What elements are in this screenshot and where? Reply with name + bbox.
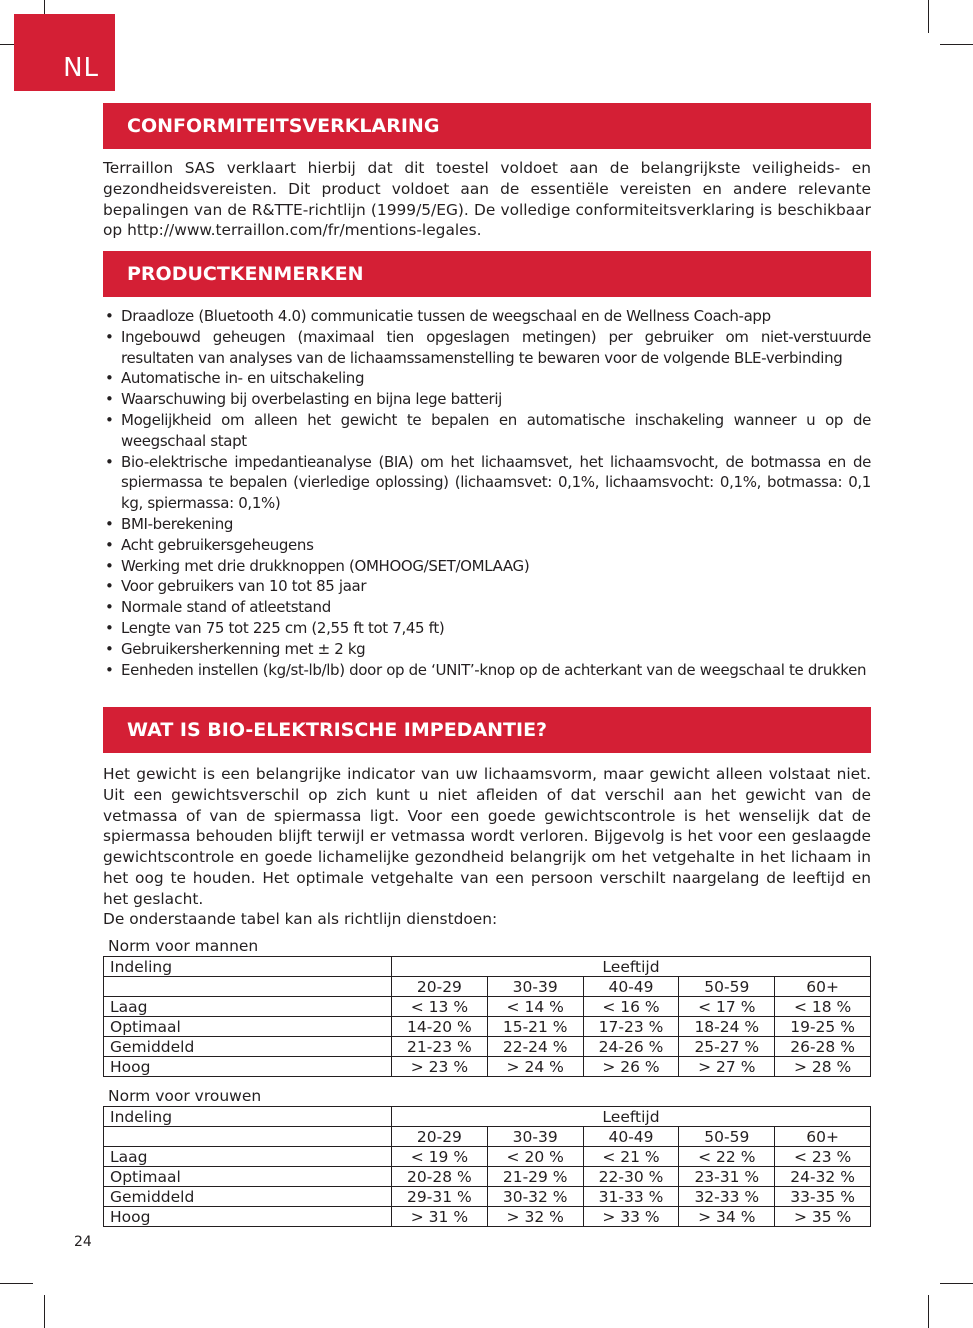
table-cell: 22-30 % xyxy=(583,1167,679,1187)
table-row xyxy=(104,1017,871,1037)
table-header-age: 30-39 xyxy=(487,977,583,997)
list-item: • Ingebouwd geheugen (maximaal tien opgeslagen metingen) per gebruiker om niet-verstuurde resultaten van analyses van de lichaamssamenstelling te bewaren voor de volgende BLE-verbinding xyxy=(103,327,871,369)
row-label: Gemiddeld xyxy=(104,1187,392,1207)
table-cell: 32-33 % xyxy=(679,1187,775,1207)
table-cell: 17-23 % xyxy=(583,1017,679,1037)
norm-table-men xyxy=(103,956,871,1077)
list-item: • Acht gebruikersgeheugens xyxy=(103,535,871,556)
table-header-age: 40-49 xyxy=(583,1127,679,1147)
section-heading-declaration xyxy=(103,103,871,149)
table-cell: < 17 % xyxy=(679,997,775,1017)
table-cell: > 23 % xyxy=(392,1057,488,1077)
crop-mark xyxy=(928,0,929,33)
bia-text-2: De onderstaande tabel kan als richtlijn dienstdoen: xyxy=(103,910,498,928)
table-header-age: 50-59 xyxy=(679,977,775,997)
row-label: Hoog xyxy=(104,1057,392,1077)
list-item: • Normale stand of atleetstand xyxy=(103,597,871,618)
language-label: NL xyxy=(63,53,99,83)
table-row xyxy=(104,1187,871,1207)
table-cell: > 24 % xyxy=(487,1057,583,1077)
table-header-leeftijd: Leeftijd xyxy=(392,957,871,977)
table-cell: < 20 % xyxy=(487,1147,583,1167)
table-header-age: 30-39 xyxy=(487,1127,583,1147)
list-item: • Waarschuwing bij overbelasting en bijna lege batterij xyxy=(103,389,871,410)
row-label: Gemiddeld xyxy=(104,1037,392,1057)
table-cell: 29-31 % xyxy=(392,1187,488,1207)
table-cell: 21-23 % xyxy=(392,1037,488,1057)
bia-text: Het gewicht is een belangrijke indicator van uw lichaamsvorm, maar gewicht alleen volstaat niet. Uit een gewichtsverschil op zich kunt u niet afleiden of dat verschil aan het gewicht van de vetmassa of van de spiermassa ligt. Voor een goede gewichtscontrole is het wenselijk dat de spiermassa behouden blijft terwijl er vetmassa wordt verloren. Bijgevolg is het voor een geslaagde gewichtscontrole en goede lichamelijke gezondheid belangrijk om het vetgehalte in het lichaam in het oog te houden. Het optimale vetgehalte van een persoon verschilt naargelang de leeftijd en het geslacht. xyxy=(103,765,871,908)
table-cell: < 19 % xyxy=(392,1147,488,1167)
table-cell: > 27 % xyxy=(679,1057,775,1077)
table-cell: 26-28 % xyxy=(775,1037,871,1057)
table-row xyxy=(104,1037,871,1057)
list-item: • Werking met drie drukknoppen (OMHOOG/SET/OMLAAG) xyxy=(103,556,871,577)
table-header-leeftijd: Leeftijd xyxy=(392,1107,871,1127)
table-row xyxy=(104,997,871,1017)
table-cell: > 31 % xyxy=(392,1207,488,1227)
table-cell: < 21 % xyxy=(583,1147,679,1167)
table-cell: 24-26 % xyxy=(583,1037,679,1057)
crop-mark xyxy=(0,1283,33,1284)
table-cell: 30-32 % xyxy=(487,1187,583,1207)
table-cell: < 14 % xyxy=(487,997,583,1017)
table-header-age: 50-59 xyxy=(679,1127,775,1147)
table-cell: < 23 % xyxy=(775,1147,871,1167)
row-label: Optimaal xyxy=(104,1017,392,1037)
features-heading: PRODUCTKENMERKEN xyxy=(127,263,364,285)
table-cell: > 26 % xyxy=(583,1057,679,1077)
table-cell-empty xyxy=(104,977,392,997)
table-row xyxy=(104,1057,871,1077)
section-heading-bia xyxy=(103,707,871,753)
table-cell: < 22 % xyxy=(679,1147,775,1167)
table-cell: 20-28 % xyxy=(392,1167,488,1187)
row-label: Optimaal xyxy=(104,1167,392,1187)
list-item: • Automatische in- en uitschakeling xyxy=(103,368,871,389)
table-caption-men: Norm voor mannen xyxy=(108,937,259,955)
row-label: Laag xyxy=(104,1147,392,1167)
table-cell: 22-24 % xyxy=(487,1037,583,1057)
crop-mark xyxy=(940,44,973,45)
table-cell: > 33 % xyxy=(583,1207,679,1227)
list-item: • Gebruikersherkenning met ± 2 kg xyxy=(103,639,871,660)
declaration-heading: CONFORMITEITSVERKLARING xyxy=(127,115,440,137)
row-label: Hoog xyxy=(104,1207,392,1227)
table-header-age: 60+ xyxy=(775,1127,871,1147)
table-cell: 33-35 % xyxy=(775,1187,871,1207)
norm-table-women xyxy=(103,1106,871,1227)
table-cell: 25-27 % xyxy=(679,1037,775,1057)
table-cell: 24-32 % xyxy=(775,1167,871,1187)
table-cell: 14-20 % xyxy=(392,1017,488,1037)
table-header-age: 40-49 xyxy=(583,977,679,997)
page-number: 24 xyxy=(74,1234,92,1250)
table-cell: < 16 % xyxy=(583,997,679,1017)
list-item: • Voor gebruikers van 10 tot 85 jaar xyxy=(103,576,871,597)
row-label: Laag xyxy=(104,997,392,1017)
table-header-indeling: Indeling xyxy=(104,957,392,977)
table-row xyxy=(104,1207,871,1227)
table-row xyxy=(104,1147,871,1167)
crop-mark xyxy=(928,1295,929,1328)
language-tab xyxy=(14,14,115,91)
list-item: • Lengte van 75 tot 225 cm (2,55 ft tot 7,45 ft) xyxy=(103,618,871,639)
table-cell: 21-29 % xyxy=(487,1167,583,1187)
table-cell: < 18 % xyxy=(775,997,871,1017)
table-cell: > 35 % xyxy=(775,1207,871,1227)
table-cell: 23-31 % xyxy=(679,1167,775,1187)
table-header-age: 20-29 xyxy=(392,977,488,997)
table-header-age: 60+ xyxy=(775,977,871,997)
table-header-indeling: Indeling xyxy=(104,1107,392,1127)
list-item: • BMI-berekening xyxy=(103,514,871,535)
list-item: • Mogelijkheid om alleen het gewicht te bepalen en automatische inschakeling wanneer u op de weegschaal stapt xyxy=(103,410,871,452)
table-cell: < 13 % xyxy=(392,997,488,1017)
table-cell: > 28 % xyxy=(775,1057,871,1077)
table-header-age: 20-29 xyxy=(392,1127,488,1147)
table-cell: 31-33 % xyxy=(583,1187,679,1207)
features-list xyxy=(103,306,871,680)
crop-mark xyxy=(940,1283,973,1284)
table-cell: > 34 % xyxy=(679,1207,775,1227)
declaration-text: Terraillon SAS verklaart hierbij dat dit toestel voldoet aan de belangrijkste veiligheids- en gezondheidsvereisten. Dit product voldoet aan de essentiële vereisten en andere relevante bepalingen van de R&TTE-richtlijn (1999/5/EG). De volledige conformiteitsverklaring is beschikbaar op http://www.terraillon.com/fr/mentions-legales. xyxy=(103,159,871,240)
table-cell: 15-21 % xyxy=(487,1017,583,1037)
list-item: • Eenheden instellen (kg/st-lb/lb) door op de ‘UNIT’-knop op de achterkant van de weegschaal te drukken xyxy=(103,660,871,681)
table-cell: > 32 % xyxy=(487,1207,583,1227)
crop-mark xyxy=(44,1295,45,1328)
section-heading-features xyxy=(103,251,871,297)
table-caption-women: Norm voor vrouwen xyxy=(108,1087,262,1105)
list-item: • Draadloze (Bluetooth 4.0) communicatie tussen de weegschaal en de Wellness Coach-app xyxy=(103,306,871,327)
list-item: • Bio-elektrische impedantieanalyse (BIA) om het lichaamsvet, het lichaamsvocht, de botmassa en de spiermassa te bepalen (vierledige oplossing) (lichaamsvet: 0,1%, lichaamsvocht: 0,1%, botmassa: 0,1 kg, spiermassa: 0,1%) xyxy=(103,452,871,514)
table-row xyxy=(104,1167,871,1187)
bia-heading: WAT IS BIO-ELEKTRISCHE IMPEDANTIE? xyxy=(127,719,548,741)
table-cell-empty xyxy=(104,1127,392,1147)
table-cell: 18-24 % xyxy=(679,1017,775,1037)
table-cell: 19-25 % xyxy=(775,1017,871,1037)
